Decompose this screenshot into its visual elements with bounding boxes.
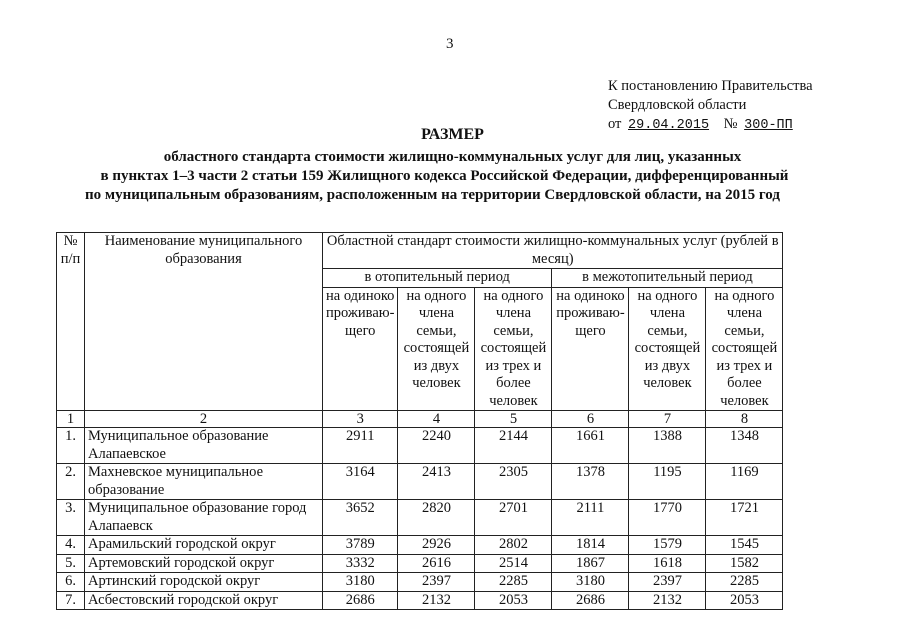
cost-value: 1661 — [552, 428, 629, 464]
annex-line-1: К постановлению Правительства — [608, 78, 813, 94]
column-number: 4 — [398, 411, 475, 428]
cost-value: 1348 — [706, 428, 783, 464]
cost-value: 2285 — [475, 573, 552, 592]
table-row — [57, 464, 783, 500]
row-number: 4. — [57, 536, 85, 555]
column-number: 2 — [85, 411, 323, 428]
header-name: Наименование муниципального образования — [85, 233, 323, 411]
doc-title-line-2: в пунктах 1–3 части 2 статьи 159 Жилищного кодекса Российской Федерации, дифференцированный — [100, 168, 789, 184]
standards-table-wrap — [56, 232, 783, 610]
cost-value: 2802 — [475, 536, 552, 555]
cost-value: 1618 — [629, 554, 706, 573]
table-row — [57, 591, 783, 610]
municipality-name: Артинский городской округ — [85, 573, 323, 592]
cost-value: 1867 — [552, 554, 629, 573]
municipality-name: Муниципальное образование город Алапаевск — [85, 500, 323, 536]
cost-value: 3180 — [323, 573, 398, 592]
cost-value: 2132 — [629, 591, 706, 610]
cost-value: 2701 — [475, 500, 552, 536]
table-row — [57, 536, 783, 555]
municipality-name: Арамильский городской округ — [85, 536, 323, 555]
subheader-nonheating-single: на одиноко проживаю-щего — [552, 287, 629, 411]
doc-title-line-1: областного стандарта стоимости жилищно-коммунальных услуг для лиц, указанных — [163, 149, 742, 165]
column-number: 6 — [552, 411, 629, 428]
header-num: № п/п — [57, 233, 85, 411]
cost-value: 2397 — [629, 573, 706, 592]
cost-value: 1545 — [706, 536, 783, 555]
row-number: 6. — [57, 573, 85, 592]
cost-value: 2132 — [398, 591, 475, 610]
annex-number: 300-ПП — [744, 118, 793, 133]
subheader-heating-two: на одного члена семьи, состоящей из двух человек — [398, 287, 475, 411]
cost-value: 1579 — [629, 536, 706, 555]
cost-value: 1582 — [706, 554, 783, 573]
column-number: 7 — [629, 411, 706, 428]
subheader-nonheating-two: на одного члена семьи, состоящей из двух человек — [629, 287, 706, 411]
municipality-name: Муниципальное образование Алапаевское — [85, 428, 323, 464]
annex-number-label: № — [723, 116, 738, 132]
doc-heading: РАЗМЕР — [421, 126, 484, 143]
page-number: 3 — [446, 36, 454, 52]
cost-value: 1378 — [552, 464, 629, 500]
cost-value: 3789 — [323, 536, 398, 555]
column-number-row — [57, 411, 783, 428]
row-number: 2. — [57, 464, 85, 500]
cost-value: 2911 — [323, 428, 398, 464]
cost-value: 2240 — [398, 428, 475, 464]
cost-value: 1388 — [629, 428, 706, 464]
subheader-nonheating-three: на одного члена семьи, состоящей из трех и более человек — [706, 287, 783, 411]
annex-date: 29.04.2015 — [628, 118, 710, 133]
cost-value: 1169 — [706, 464, 783, 500]
cost-value: 2926 — [398, 536, 475, 555]
cost-value: 2285 — [706, 573, 783, 592]
cost-value: 1721 — [706, 500, 783, 536]
cost-value: 2514 — [475, 554, 552, 573]
column-number: 1 — [57, 411, 85, 428]
municipality-name: Артемовский городской округ — [85, 554, 323, 573]
cost-value: 2053 — [706, 591, 783, 610]
table-body — [57, 428, 783, 610]
cost-value: 3332 — [323, 554, 398, 573]
cost-value: 2053 — [475, 591, 552, 610]
annex-from-label: от — [608, 116, 622, 132]
row-number: 7. — [57, 591, 85, 610]
column-number: 8 — [706, 411, 783, 428]
cost-value: 2144 — [475, 428, 552, 464]
cost-value: 2686 — [323, 591, 398, 610]
header-standard: Областной стандарт стоимости жилищно-коммунальных услуг (рублей в месяц) — [323, 233, 783, 269]
cost-value: 3652 — [323, 500, 398, 536]
table-row — [57, 554, 783, 573]
cost-value: 2686 — [552, 591, 629, 610]
standards-table — [56, 232, 783, 610]
row-number: 1. — [57, 428, 85, 464]
cost-value: 2397 — [398, 573, 475, 592]
municipality-name: Асбестовский городской округ — [85, 591, 323, 610]
row-number: 3. — [57, 500, 85, 536]
table-row — [57, 428, 783, 464]
column-number: 3 — [323, 411, 398, 428]
cost-value: 1195 — [629, 464, 706, 500]
table-row — [57, 500, 783, 536]
cost-value: 2111 — [552, 500, 629, 536]
cost-value: 2305 — [475, 464, 552, 500]
cost-value: 3164 — [323, 464, 398, 500]
subheader-heating-three: на одного члена семьи, состоящей из трех и более человек — [475, 287, 552, 411]
municipality-name: Махневское муниципальное образование — [85, 464, 323, 500]
annex-line-2: Свердловской области — [608, 97, 747, 113]
header-nonheating-period: в межотопительный период — [552, 269, 783, 288]
doc-title-line-3: по муниципальным образованиям, расположенным на территории Свердловской области, на 2015 год — [85, 187, 780, 203]
cost-value: 1814 — [552, 536, 629, 555]
cost-value: 2616 — [398, 554, 475, 573]
cost-value: 3180 — [552, 573, 629, 592]
header-heating-period: в отопительный период — [323, 269, 552, 288]
row-number: 5. — [57, 554, 85, 573]
cost-value: 2820 — [398, 500, 475, 536]
cost-value: 2413 — [398, 464, 475, 500]
subheader-heating-single: на одиноко проживаю-щего — [323, 287, 398, 411]
table-row — [57, 573, 783, 592]
cost-value: 1770 — [629, 500, 706, 536]
column-number: 5 — [475, 411, 552, 428]
